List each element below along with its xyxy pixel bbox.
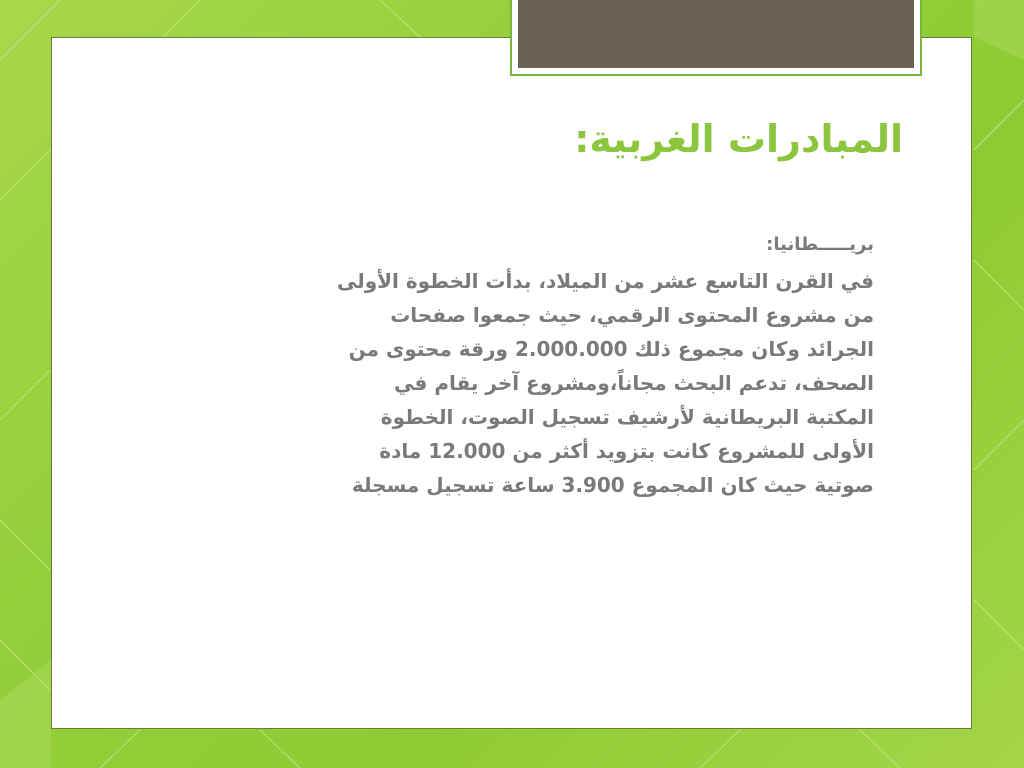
section-heading-britain: بريـــــطانيا: — [766, 234, 874, 255]
paragraph-line: صوتية حيث كان المجموع 3.900 ساعة تسجيل مسجلة — [351, 473, 874, 497]
paragraph-line: الأولى للمشروع كانت بتزويد أكثر من 12.000 مادة — [379, 439, 874, 463]
paragraph-line: المكتبة البريطانية لأرشيف تسجيل الصوت، الخطوة — [380, 405, 874, 429]
header-decoration — [510, 0, 922, 76]
body-paragraph — [150, 264, 874, 502]
paragraph-line: من مشروع المحتوى الرقمي، حيث جمعوا صفحات — [390, 303, 874, 327]
paragraph-line: الجرائد وكان مجموع ذلك 2.000.000 ورقة محتوى من — [348, 337, 874, 361]
slide-body — [150, 228, 874, 502]
paragraph-line: في القرن التاسع عشر من الميلاد، بدأت الخطوة الأولى — [336, 269, 874, 293]
slide-title: المبادرات الغربية: — [574, 117, 903, 161]
header-decoration-fill — [518, 0, 914, 68]
paragraph-line: الصحف، تدعم البحث مجاناً،ومشروع آخر يقام في — [394, 371, 874, 395]
